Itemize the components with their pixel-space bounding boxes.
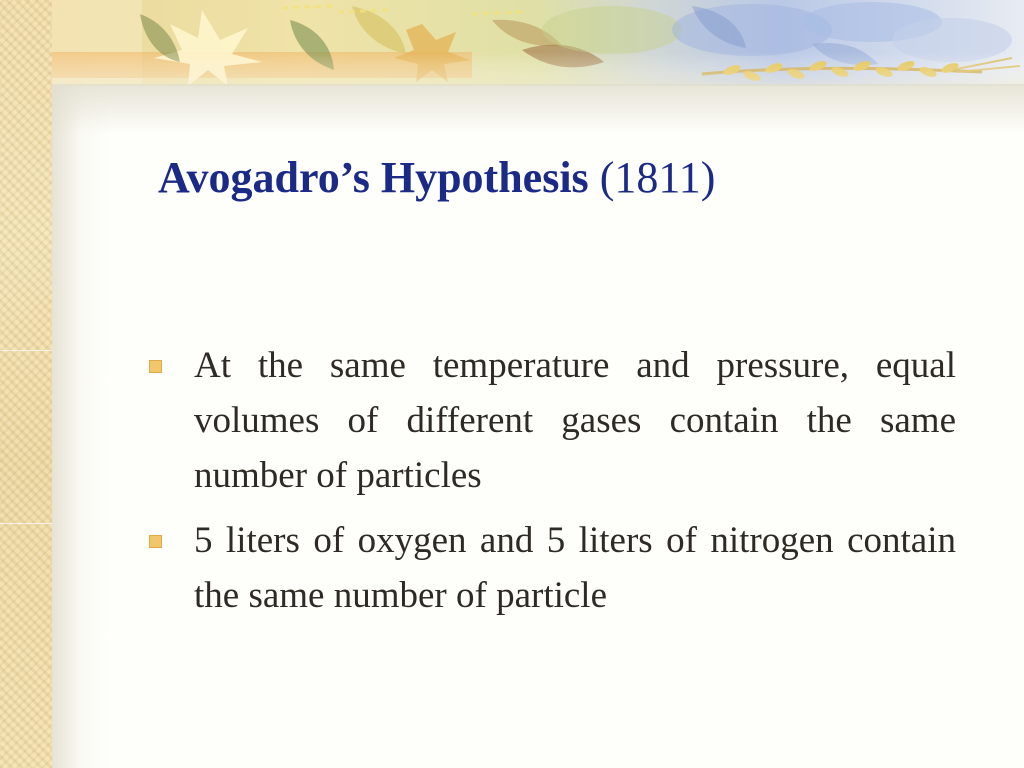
bullet-text: At the same temperature and pressure, equal volumes of different gases contain the same number of particles	[194, 345, 956, 496]
autumn-leaves-banner-image	[52, 0, 1024, 86]
slide-title	[158, 146, 715, 210]
square-bullet-icon	[149, 535, 162, 548]
title-main-text: Avogadro’s Hypothesis	[158, 153, 589, 202]
bullet-item	[140, 338, 956, 503]
parchment-side-strip	[0, 0, 52, 768]
strip-seam	[0, 523, 52, 524]
decorative-banner	[52, 0, 1024, 86]
left-shadow-fade	[52, 80, 112, 768]
bullet-list	[140, 338, 956, 633]
top-shadow-fade	[52, 84, 1024, 134]
square-bullet-icon	[149, 360, 162, 373]
title-year-text: (1811)	[599, 153, 716, 202]
bullet-text: 5 liters of oxygen and 5 liters of nitrogen contain the same number of particle	[194, 520, 956, 616]
bullet-item	[140, 513, 956, 623]
strip-seam	[0, 350, 52, 351]
